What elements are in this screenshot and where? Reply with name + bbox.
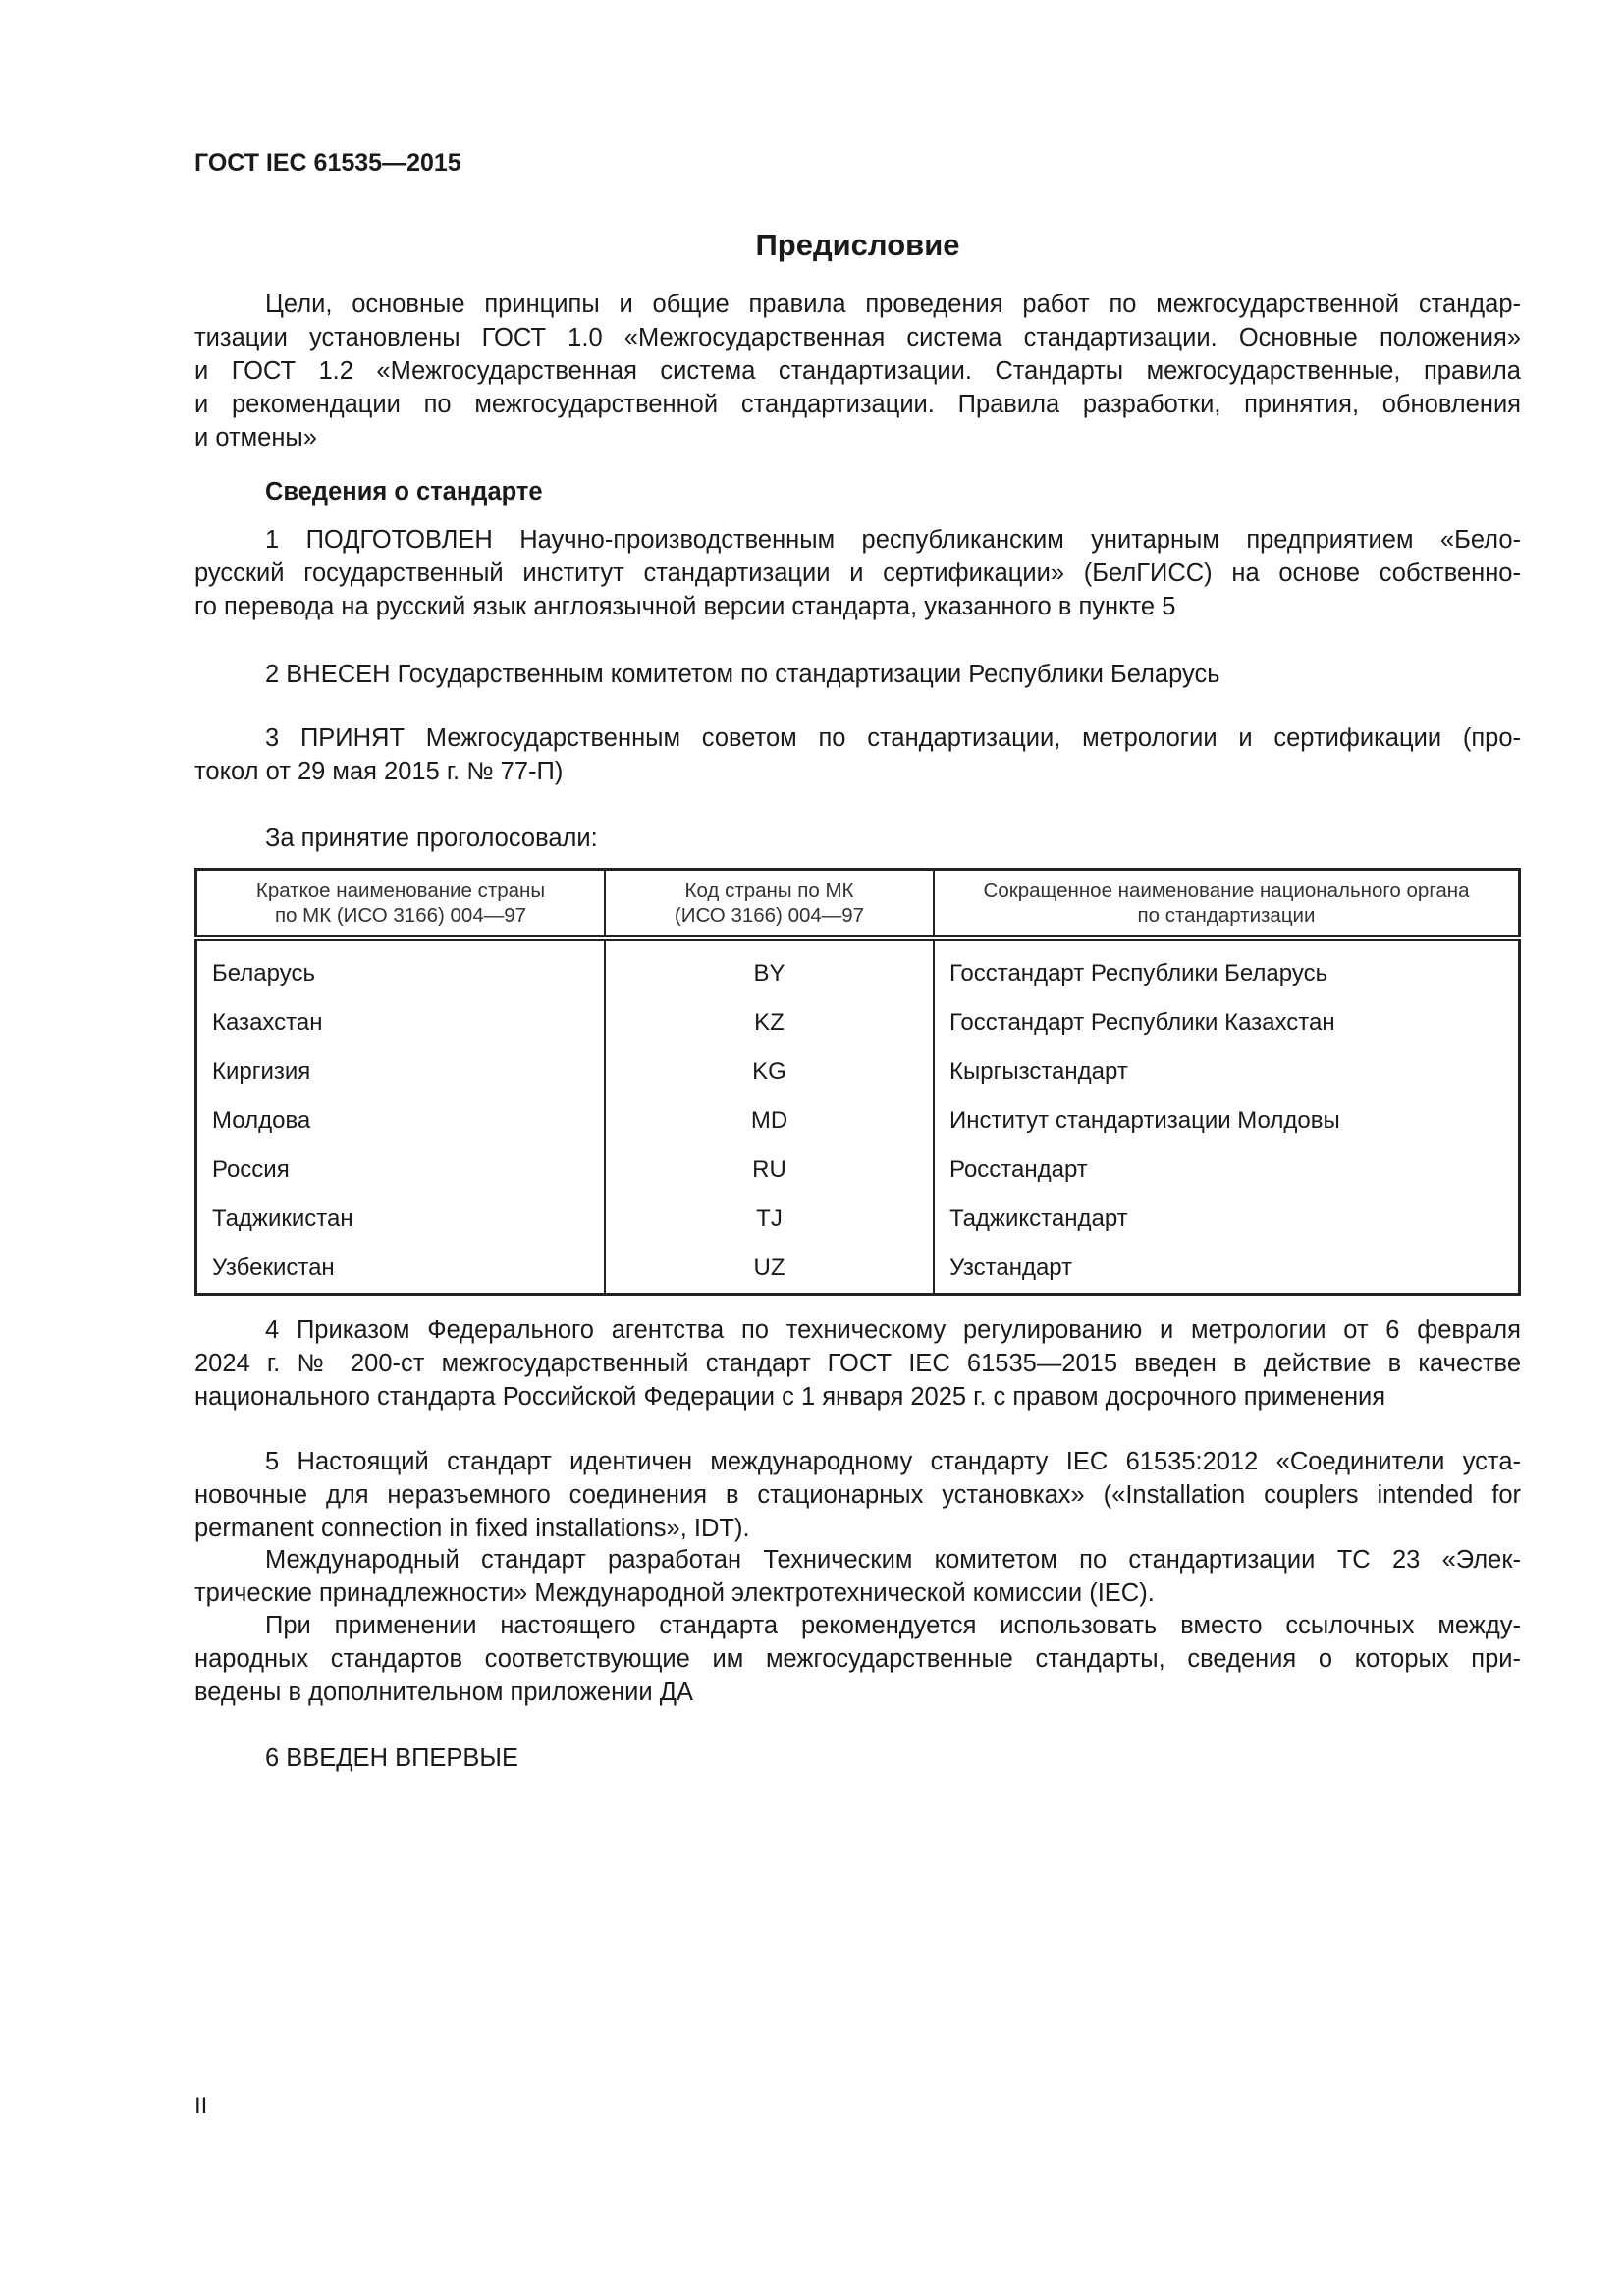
table-row (196, 1195, 1520, 1244)
country-name: Россия (212, 1156, 290, 1183)
standards-body: Кыргызстандарт (934, 1047, 1520, 1096)
text-line: 5 Настоящий стандарт идентичен международному стандарту IEC 61535:2012 «Соединители уста- (265, 1448, 1521, 1475)
standards-body: Таджикстандарт (934, 1195, 1520, 1244)
table-row (196, 1096, 1520, 1146)
paragraph (194, 1543, 1521, 1610)
standards-body: Росстандарт (934, 1146, 1520, 1195)
column-header: Сокращенное наименование национального органа по стандартизации (934, 870, 1520, 939)
page-title: Предисловие (755, 228, 960, 262)
paragraph (194, 288, 1521, 454)
standards-body: Узстандарт (934, 1244, 1520, 1295)
paragraph (194, 822, 1521, 855)
standards-body: Госстандарт Республики Казахстан (934, 998, 1520, 1047)
text-line: Сведения о стандарте (265, 478, 543, 506)
country-code: RU (605, 1146, 934, 1195)
text-line: 2 ВНЕСЕН Государственным комитетом по стандартизации Республики Беларусь (265, 661, 1220, 688)
standards-body: Институт стандартизации Молдовы (934, 1096, 1520, 1146)
text-line: При применении настоящего стандарта рекомендуется использовать вместо ссылочных между- (265, 1612, 1521, 1639)
paragraph (194, 721, 1521, 788)
text-line: 1 ПОДГОТОВЛЕН Научно-производственным республиканским унитарным предприятием «Бело- (265, 526, 1521, 554)
text-line: национального стандарта Российской Федерации с 1 января 2025 г. с правом досрочного применения (194, 1383, 1386, 1411)
country-code: KG (605, 1047, 934, 1096)
voting-countries-table (194, 868, 1521, 1296)
country-code: KZ (605, 998, 934, 1047)
country-name: Казахстан (212, 1009, 323, 1036)
paragraph (194, 523, 1521, 623)
text-line: ведены в дополнительном приложении ДА (194, 1679, 694, 1706)
column-header: Код страны по МК (ИСО 3166) 004—97 (605, 870, 934, 939)
country-name: Молдова (212, 1107, 311, 1134)
text-line: народных стандартов соответствующие им межгосударственные стандарты, сведения о которых при- (194, 1645, 1521, 1673)
column-header: Краткое наименование страны по МК (ИСО 3166) 004—97 (196, 870, 606, 939)
paragraph (194, 1741, 1521, 1775)
paragraph (194, 1609, 1521, 1709)
document-header: ГОСТ IEC 61535—2015 (194, 149, 461, 177)
text-line: За принятие проголосовали: (265, 825, 598, 852)
country-name: Беларусь (212, 960, 315, 987)
text-line: тизации установлены ГОСТ 1.0 «Межгосударственная система стандартизации. Основные положения» (194, 324, 1521, 351)
standards-body: Госстандарт Республики Беларусь (934, 938, 1520, 998)
country-code: UZ (605, 1244, 934, 1295)
text-line: Международный стандарт разработан Техническим комитетом по стандартизации ТС 23 «Элек- (265, 1546, 1521, 1574)
paragraph (194, 658, 1521, 691)
text-line: 3 ПРИНЯТ Межгосударственным советом по стандартизации, метрологии и сертификации (про- (265, 724, 1521, 752)
text-line: го перевода на русский язык англоязычной версии стандарта, указанного в пункте 5 (194, 593, 1176, 620)
country-name: Киргизия (212, 1058, 311, 1085)
table-header-row (196, 870, 1520, 939)
text-line: и рекомендации по межгосударственной стандартизации. Правила разработки, принятия, обновления (194, 391, 1521, 418)
text-line: и отмены» (194, 424, 317, 452)
country-code: TJ (605, 1195, 934, 1244)
section-heading (194, 475, 1521, 508)
country-name: Таджикистан (212, 1205, 353, 1232)
table-row (196, 938, 1520, 998)
page-number: II (194, 2093, 208, 2119)
paragraph (194, 1313, 1521, 1414)
country-name: Узбекистан (212, 1255, 335, 1281)
table-row (196, 998, 1520, 1047)
text-line: Цели, основные принципы и общие правила проведения работ по межгосударственной стандар- (265, 291, 1521, 318)
text-line: permanent connection in fixed installations», IDT). (194, 1515, 750, 1542)
paragraph (194, 1445, 1521, 1545)
text-line: русский государственный институт стандартизации и сертификации» (БелГИСС) на основе собственно- (194, 560, 1521, 587)
country-code: BY (605, 938, 934, 998)
table-row (196, 1146, 1520, 1195)
text-line: 4 Приказом Федерального агентства по техническому регулированию и метрологии от 6 февраля (265, 1316, 1521, 1344)
text-line: 6 ВВЕДЕН ВПЕРВЫЕ (265, 1744, 519, 1772)
text-line: новочные для неразъемного соединения в стационарных установках» («Installation couplers intended for (194, 1481, 1521, 1509)
table-row (196, 1244, 1520, 1295)
text-line: токол от 29 мая 2015 г. № 77-П) (194, 758, 564, 785)
country-code: MD (605, 1096, 934, 1146)
text-line: 2024 г. № 200-ст межгосударственный стандарт ГОСТ IEC 61535—2015 введен в действие в качестве (194, 1350, 1521, 1377)
text-line: и ГОСТ 1.2 «Межгосударственная система стандартизации. Стандарты межгосударственные, правила (194, 357, 1521, 385)
table-row (196, 1047, 1520, 1096)
text-line: трические принадлежности» Международной электротехнической комиссии (IEC). (194, 1579, 1155, 1607)
